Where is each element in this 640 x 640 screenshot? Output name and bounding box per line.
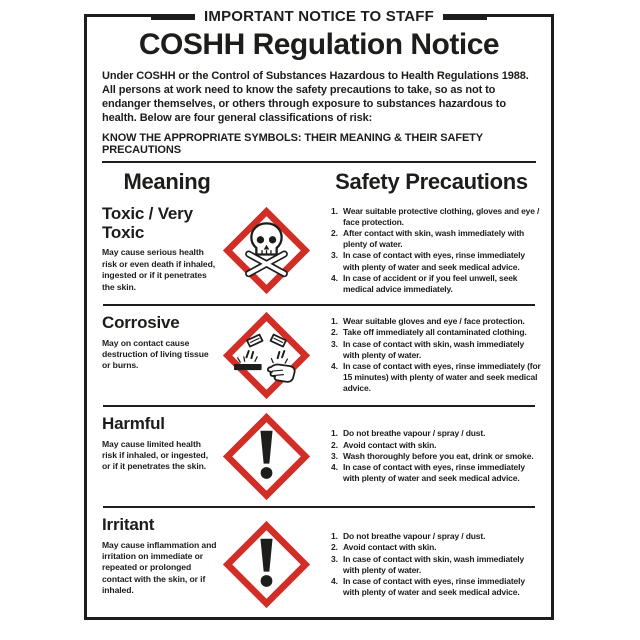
- meaning-cell: [87, 407, 218, 506]
- precaution-item: Do not breathe vapour / spray / dust.: [343, 531, 486, 542]
- hazard-row: [87, 407, 551, 506]
- coshh-sign: [84, 8, 554, 620]
- hazard-row: [87, 508, 551, 622]
- precaution-item: Wash thoroughly before you eat, drink or smoke.: [343, 450, 534, 461]
- precaution-item: Do not breathe vapour / spray / dust.: [343, 428, 486, 439]
- subheading: KNOW THE APPROPRIATE SYMBOLS: THEIR MEANING & THEIR SAFETY PRECAUTIONS: [102, 132, 536, 163]
- column-headings: [87, 169, 551, 195]
- meaning-cell: [87, 508, 218, 622]
- hazard-description: May on contact cause destruction of living tissue or burns.: [102, 337, 209, 371]
- precaution-item: In case of contact with eyes, rinse immediately with plenty of water and seek medical advice.: [343, 462, 525, 484]
- pictogram-slot: [218, 407, 314, 506]
- pictogram-slot: [218, 197, 314, 304]
- exclamation-icon: [222, 520, 311, 609]
- intro-paragraph: Under COSHH or the Control of Substances Hazardous to Health Regulations 1988. All persons at work need to know the safety precautions to take, so as not to endanger themselves, or others through exposure to substances hazardous to health. Below are four general classifications of risk:: [102, 69, 529, 124]
- precaution-item: In case of contact with eyes, rinse immediately with plenty of water and seek medical advice.: [343, 250, 525, 272]
- hazard-row: [87, 197, 551, 304]
- precaution-item: In case of contact with eyes, rinse immediately (for 15 minutes) with plenty of water and seek medical advice.: [343, 361, 541, 394]
- precaution-item: In case of contact with eyes, rinse immediately with plenty of water and seek medical advice.: [343, 576, 525, 598]
- hazard-title: Harmful: [102, 413, 165, 433]
- pictogram-slot: [218, 306, 314, 405]
- hazard-description: May cause serious health risk or even death if inhaled, ingested or if it penetrates the skin.: [102, 247, 216, 292]
- meaning-cell: [87, 197, 218, 304]
- precaution-list: [314, 527, 551, 602]
- precaution-item: Wear suitable gloves and eye / face protection.: [343, 316, 525, 327]
- precaution-item: Take off immediately all contaminated clothing.: [343, 327, 527, 338]
- banner: [87, 7, 551, 27]
- corrosive-icon: [222, 311, 311, 400]
- hazard-title: Toxic / Very Toxic: [102, 203, 193, 242]
- banner-title: IMPORTANT NOTICE TO STAFF: [195, 7, 443, 27]
- precaution-item: Avoid contact with skin.: [343, 542, 437, 553]
- banner-left-rule: [151, 15, 195, 20]
- precaution-list: [314, 312, 551, 399]
- exclamation-icon: [222, 412, 311, 501]
- precaution-item: After contact with skin, wash immediately with plenty of water.: [343, 227, 525, 250]
- precaution-item: Wear suitable protective clothing, gloves and eye / face protection.: [343, 205, 540, 227]
- precaution-item: In case of accident or if you feel unwell, seek medical advice immediately.: [343, 272, 518, 295]
- hazard-row: [87, 306, 551, 405]
- column-heading-precautions: Safety Precautions: [335, 168, 528, 194]
- hazard-description: May cause inflammation and irritation on immediate or repeated or prolonged contact with the skin, or if inhaled.: [102, 539, 217, 596]
- precaution-list: [314, 424, 551, 488]
- hazard-title: Corrosive: [102, 312, 180, 332]
- precaution-item: In case of contact with skin, wash immediately with plenty of water.: [343, 553, 525, 575]
- skull-crossbones-icon: [222, 206, 311, 295]
- precaution-item: In case of contact with skin, wash immediately with plenty of water.: [343, 338, 525, 360]
- meaning-cell: [87, 306, 218, 405]
- banner-right-rule: [443, 15, 487, 20]
- pictogram-slot: [218, 508, 314, 622]
- hazard-rows: [87, 197, 551, 622]
- hazard-title: Irritant: [102, 514, 155, 534]
- precaution-item: Avoid contact with skin.: [343, 439, 437, 450]
- precaution-list: [314, 202, 551, 300]
- column-heading-meaning: Meaning: [123, 168, 211, 194]
- page-title: COSHH Regulation Notice: [138, 28, 500, 61]
- hazard-description: May cause limited health risk if inhaled, or ingested, or if it penetrates the skin.: [102, 438, 208, 472]
